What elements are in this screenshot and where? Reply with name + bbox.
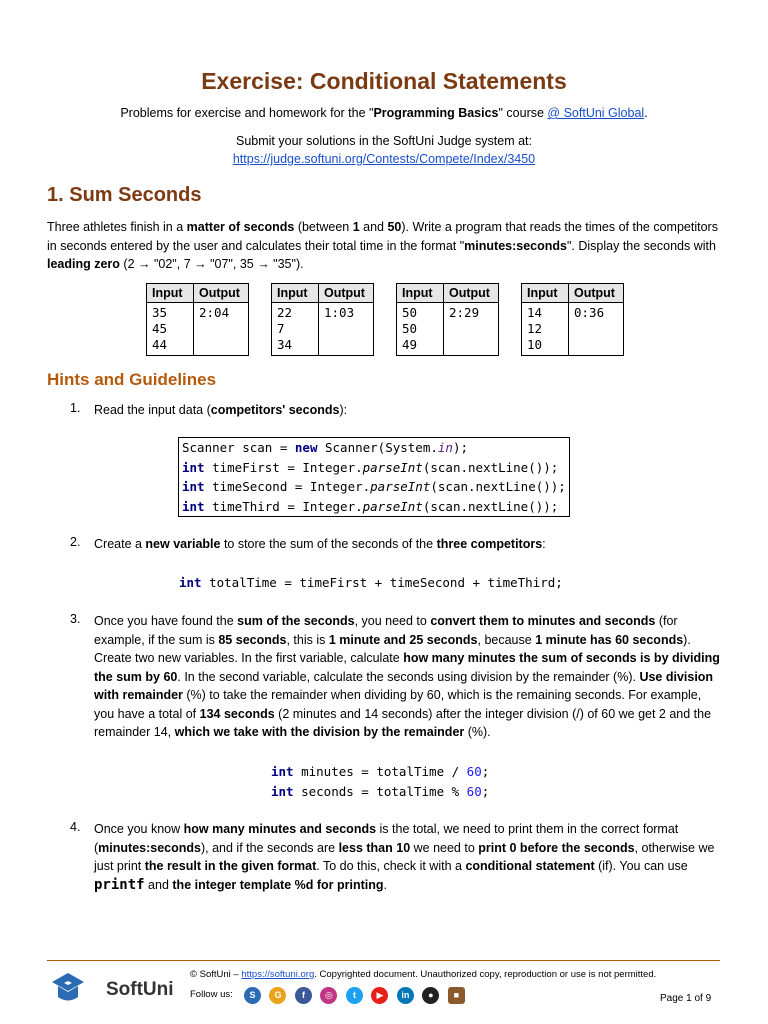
- page-title: Exercise: Conditional Statements: [201, 68, 567, 94]
- step-2: Create a new variable to store the sum of the seconds of the three competitors:: [94, 537, 546, 551]
- submit-text: Submit your solutions in the SoftUni Judge system at:: [236, 134, 532, 148]
- softuni-logo[interactable]: [50, 970, 102, 1011]
- step-number: 3.: [70, 612, 81, 626]
- intro-line: Problems for exercise and homework for the "Programming Basics" course @ SoftUni Global.: [120, 106, 648, 120]
- example-table: Input Output 35 45 44 2:04: [146, 283, 249, 356]
- code-minutes-seconds: int minutes = totalTime / 60; int seconds = totalTime % 60;: [271, 764, 490, 799]
- youtube-icon[interactable]: ▶: [371, 987, 388, 1004]
- example-output: 2:29: [444, 303, 499, 356]
- step-3: Once you have found the sum of the seconds, you need to convert them to minutes and seconds (for example, if the sum is 85 seconds, this is 1 minute and 25 seconds, because 1 minute has 60 seconds). Create two new variables. In the first variable, calculate how many minutes the sum of seconds is by dividing the sum by 60. In the second variable, calculate the seconds using division by the remainder (%). Use division with remainder (%) to take the remainder when dividing by 60, which is the remaining seconds. For example, you have a total of 134 seconds (2 minutes and 14 seconds) after the integer division (/) of 60 we get 2 and the remainder 14, which we take with the division by the remainder (%).: [94, 614, 720, 739]
- problem-description: Three athletes finish in a matter of seconds (between 1 and 50). Write a program that reads the times of the competitors in seconds entered by the user and calculates their total time in the format "minutes:seconds". Display the seconds with leading zero (2 → "02", 7 → "07", 35 → "35").: [47, 220, 718, 271]
- example-table: Input Output 50 50 49 2:29: [396, 283, 499, 356]
- step-number: 1.: [70, 401, 81, 415]
- example-input: 22 7 34: [272, 303, 319, 356]
- twitter-icon[interactable]: t: [346, 987, 363, 1004]
- section-heading: 1. Sum Seconds: [47, 184, 202, 206]
- example-output: 0:36: [569, 303, 624, 356]
- podcast-icon[interactable]: ■: [448, 987, 465, 1004]
- softuni-global-icon[interactable]: G: [269, 987, 286, 1004]
- example-output: 2:04: [194, 303, 249, 356]
- instagram-icon[interactable]: ◎: [320, 987, 337, 1004]
- example-table: Input Output 14 12 10 0:36: [521, 283, 624, 356]
- step-4: Once you know how many minutes and seconds is the total, we need to print them in the correct format (minutes:seconds), and if the seconds are less than 10 we need to print 0 before the seconds, otherwise we just print the result in the given format. To do this, check it with a conditional statement (if). You can use printf and the integer template %d for printing.: [94, 822, 715, 893]
- linkedin-icon[interactable]: in: [397, 987, 414, 1004]
- softuni-global-link[interactable]: @ SoftUni Global: [547, 106, 645, 120]
- example-table: Input Output 22 7 34 1:03: [271, 283, 374, 356]
- judge-link[interactable]: https://judge.softuni.org/Contests/Compete/Index/3450: [232, 152, 536, 166]
- example-input: 50 50 49: [397, 303, 444, 356]
- hints-heading: Hints and Guidelines: [47, 370, 217, 389]
- graduation-cap-icon: [50, 970, 102, 1008]
- social-links: [244, 987, 470, 1004]
- github-icon[interactable]: ●: [422, 987, 439, 1004]
- example-input: 35 45 44: [147, 303, 194, 356]
- example-input: 14 12 10: [522, 303, 569, 356]
- example-output: 1:03: [319, 303, 374, 356]
- copyright: © SoftUni – https://softuni.org. Copyrighted document. Unauthorized copy, reproduction or use is not permitted.: [190, 969, 657, 980]
- footer-divider: [47, 960, 720, 961]
- step-1: Read the input data (competitors' seconds):: [94, 403, 348, 417]
- logo-text: SoftUni: [106, 979, 174, 1000]
- step-number: 2.: [70, 535, 81, 549]
- follow-label: Follow us:: [190, 989, 233, 1000]
- code-total-time: int totalTime = timeFirst + timeSecond + timeThird;: [179, 575, 563, 590]
- facebook-icon[interactable]: f: [295, 987, 312, 1004]
- code-block-input: Scanner scan = new Scanner(System.in); int timeFirst = Integer.parseInt(scan.nextLine()); int timeSecond = Integer.parseInt(scan.nextLine()); int timeThird = Integer.parseInt(scan.nextLine());: [178, 437, 570, 517]
- page-number: Page 1 of 9: [660, 993, 712, 1004]
- step-number: 4.: [70, 820, 81, 834]
- softuni-icon[interactable]: S: [244, 987, 261, 1004]
- softuni-site-link[interactable]: https://softuni.org: [241, 969, 315, 980]
